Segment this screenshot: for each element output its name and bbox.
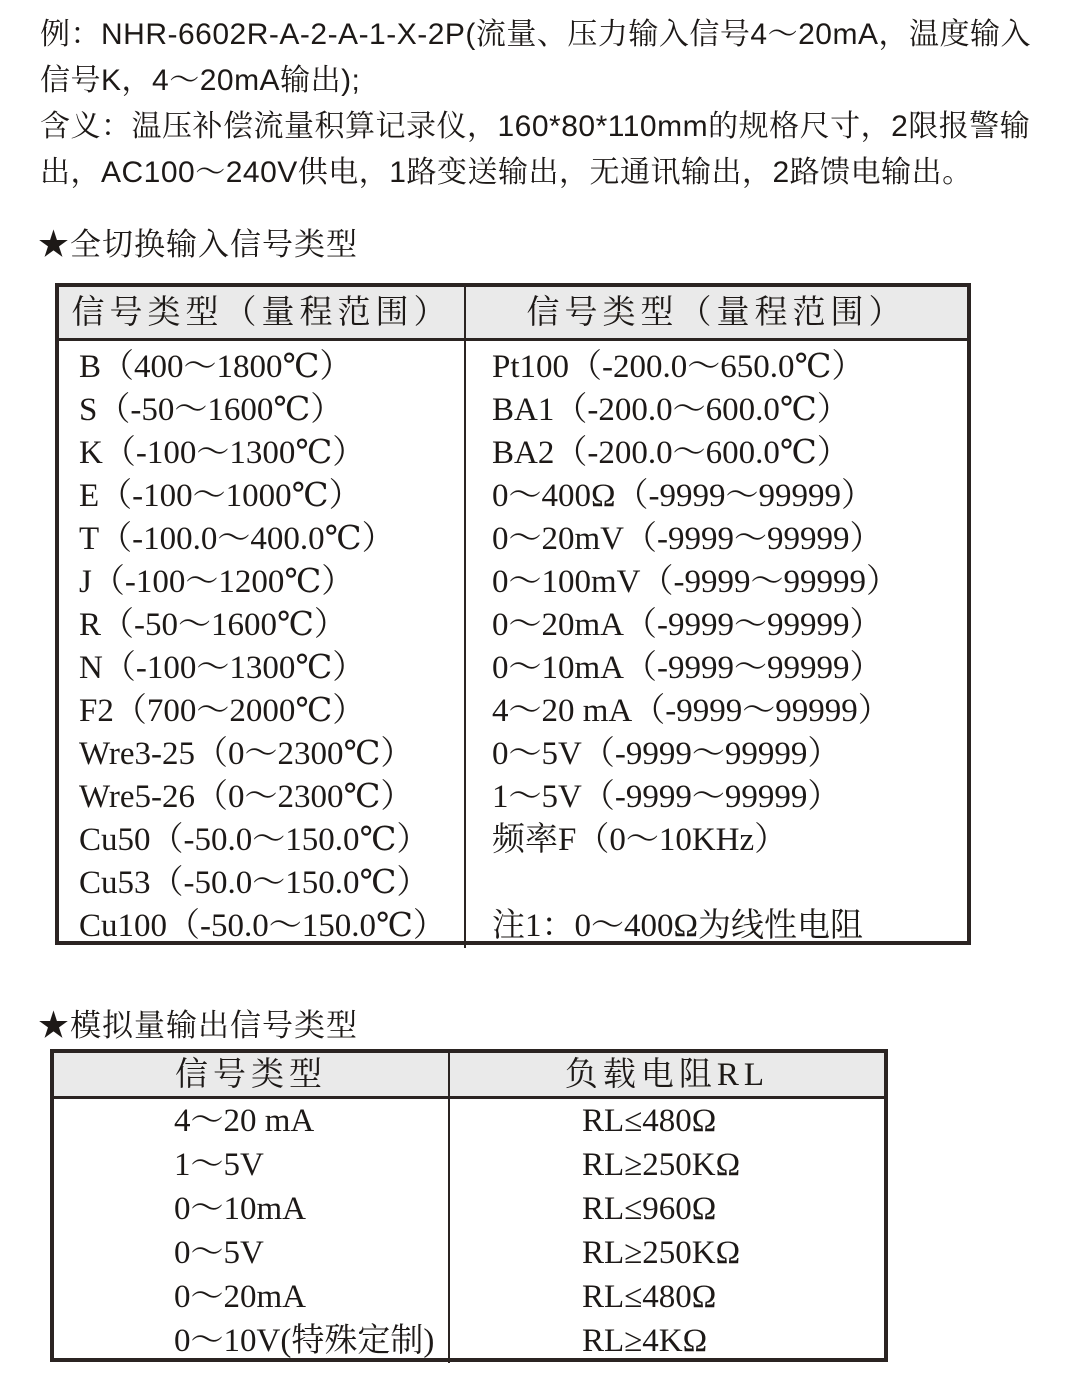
table-cell: N（-100～1300℃） [79, 650, 366, 686]
table-cell: 1～5V（-9999～99999） [492, 779, 841, 815]
table-cell: BA1（-200.0～600.0℃） [492, 392, 850, 428]
table-cell: BA2（-200.0～600.0℃） [492, 435, 850, 471]
table-row [54, 1099, 884, 1143]
table-cell: RL≥250KΩ [582, 1147, 741, 1183]
table-cell: 0～20mA [54, 1275, 450, 1319]
table-cell: RL≤960Ω [582, 1191, 717, 1227]
table-cell: 4～20 mA [54, 1099, 450, 1143]
table-cell: 频率F（0～10KHz） [492, 822, 788, 858]
section-title-analog-output-types: ★模拟量输出信号类型 [38, 1008, 358, 1043]
table-cell: 0～10mA [54, 1187, 450, 1231]
table-cell [492, 862, 967, 905]
table-cell: E（-100～1000℃） [79, 478, 362, 514]
table-cell: 0～10V(特殊定制) [54, 1319, 450, 1363]
table-header-cell: 信号类型（量程范围） [526, 295, 907, 331]
table-row [54, 1143, 884, 1187]
table-header-cell: 负载电阻RL [564, 1057, 770, 1093]
analog-output-types-table [50, 1049, 888, 1362]
table-cell: 4～20 mA（-9999～99999） [492, 693, 891, 729]
table-header-cell: 信号类型（量程范围） [59, 287, 466, 338]
intro-paragraph [40, 12, 1045, 196]
table-cell: RL≤480Ω [582, 1279, 717, 1315]
table-cell: Cu53（-50.0～150.0℃） [79, 865, 430, 901]
intro-line-4: 出，AC100～240V供电，1路变送输出，无通讯输出，2路馈电输出。 [40, 156, 973, 189]
intro-line-3: 含义：温压补偿流量积算记录仪，160*80*110mm的规格尺寸，2限报警输 [40, 110, 1031, 143]
table-row [54, 1319, 884, 1363]
table-header-row [54, 1053, 884, 1099]
table-cell: Wre5-26（0～2300℃） [79, 779, 414, 815]
table-cell: T（-100.0～400.0℃） [79, 521, 395, 557]
table-cell: 0～20mV（-9999～99999） [492, 521, 883, 557]
table-cell: 1～5V [54, 1143, 450, 1187]
table-cell: S（-50～1600℃） [79, 392, 344, 428]
intro-line-1: 例：NHR-6602R-A-2-A-1-X-2P(流量、压力输入信号4～20mA，温度输入 [40, 18, 1031, 51]
table-cell: R（-50～1600℃） [79, 607, 347, 643]
table-row [54, 1231, 884, 1275]
table-column-right [466, 341, 967, 948]
table-cell: Pt100（-200.0～650.0℃） [492, 349, 865, 385]
table-cell: 0～400Ω（-9999～99999） [492, 478, 875, 514]
table-header-row [59, 287, 967, 341]
table-cell: 0～10mA（-9999～99999） [492, 650, 883, 686]
input-signal-types-table [55, 283, 971, 945]
table-cell: J（-100～1200℃） [79, 564, 355, 600]
table-body [54, 1099, 884, 1363]
table-cell: 0～5V [54, 1231, 450, 1275]
table-header-cell: 信号类型 [54, 1053, 450, 1096]
table-cell: B（400～1800℃） [79, 349, 353, 385]
table-cell: RL≤480Ω [582, 1103, 717, 1139]
table-cell: 0～5V（-9999～99999） [492, 736, 841, 772]
intro-line-2: 信号K，4～20mA输出); [40, 64, 361, 97]
table-row [54, 1187, 884, 1231]
section-title-input-signal-types: ★全切换输入信号类型 [38, 227, 358, 262]
table-cell: Cu100（-50.0～150.0℃） [79, 908, 446, 944]
table-cell: K（-100～1300℃） [79, 435, 366, 471]
table-cell: 0～100mV（-9999～99999） [492, 564, 899, 600]
table-cell: 注1：0～400Ω为线性电阻 [492, 908, 864, 944]
table-cell: F2（700～2000℃） [79, 693, 366, 729]
table-row [54, 1275, 884, 1319]
table-column-left [59, 341, 466, 948]
table-cell: Cu50（-50.0～150.0℃） [79, 822, 430, 858]
table-cell: Wre3-25（0～2300℃） [79, 736, 414, 772]
table-body [59, 341, 967, 948]
table-cell: RL≥250KΩ [582, 1235, 741, 1271]
table-cell: RL≥4KΩ [582, 1323, 708, 1359]
table-cell: 0～20mA（-9999～99999） [492, 607, 883, 643]
